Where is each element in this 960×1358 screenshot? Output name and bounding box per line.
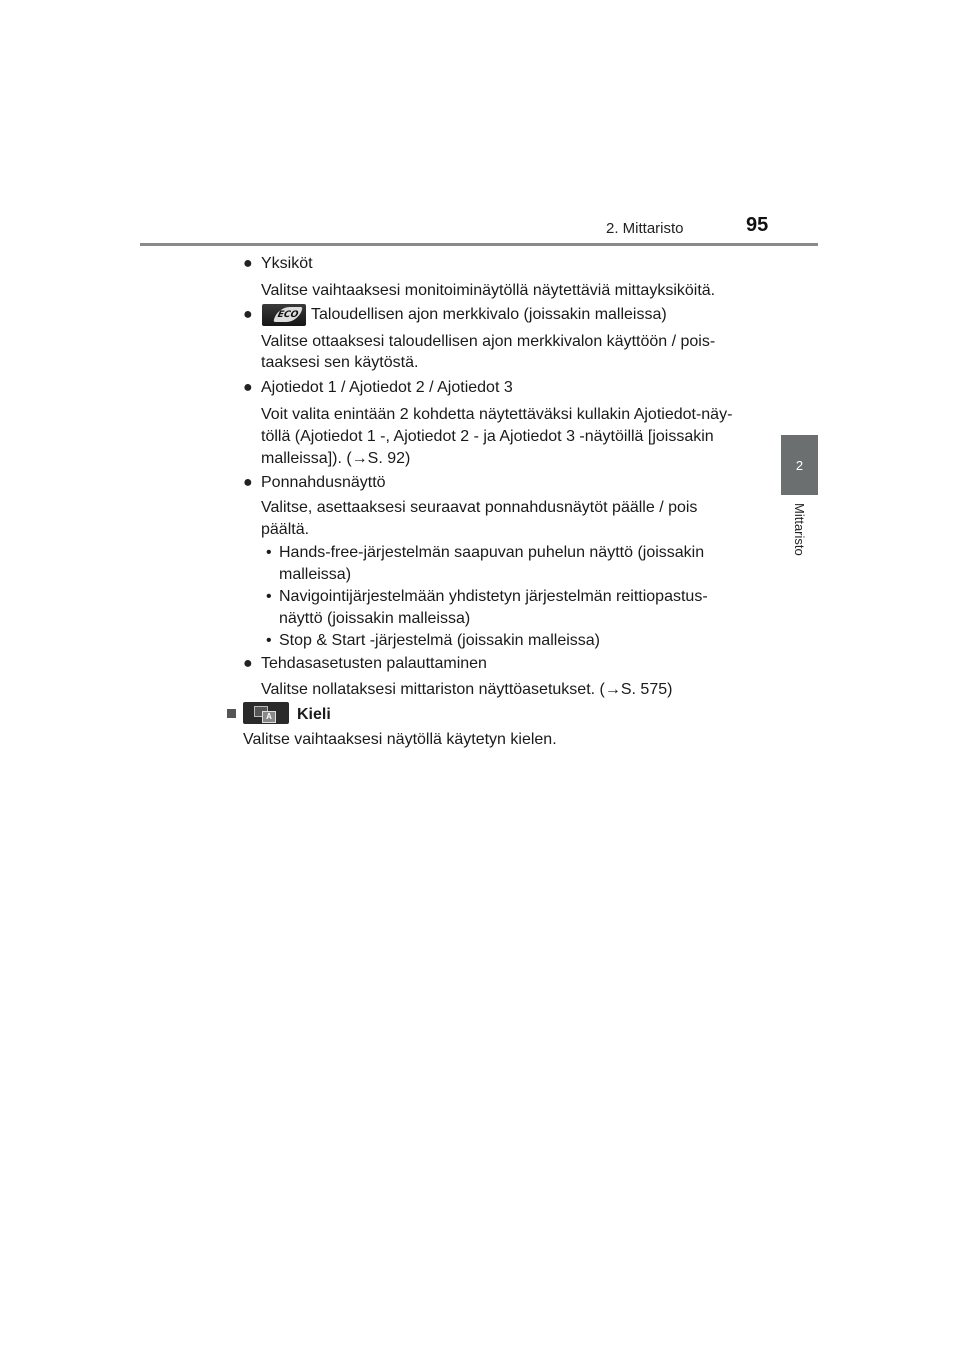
language-icon <box>243 702 289 724</box>
sub-bullet: • <box>266 632 272 649</box>
language-icon-front: A <box>262 711 276 723</box>
popup-sub2-line2: näyttö (joissakin malleissa) <box>279 610 471 627</box>
chapter-label <box>781 503 818 573</box>
item-desc-units: Valitse vaihtaaksesi monitoiminäytöllä näytettäviä mittayksiköitä. <box>261 282 716 299</box>
sub-bullet: • <box>266 544 272 561</box>
item-desc-trip-line2: töllä (Ajotiedot 1 -, Ajotiedot 2 - ja Ajotiedot 3 -näytöillä [joissakin <box>261 428 714 445</box>
page-number: 95 <box>746 214 769 236</box>
eco-indicator-icon <box>262 304 306 326</box>
bullet-icon: ● <box>243 255 253 272</box>
item-title-reset: Tehdasasetusten palauttaminen <box>261 655 487 672</box>
item-title-eco: Taloudellisen ajon merkkivalo (joissakin malleissa) <box>311 306 667 323</box>
section-title: 2. Mittaristo <box>606 220 684 237</box>
item-desc-eco-line2: taaksesi sen käytöstä. <box>261 354 419 371</box>
header-divider <box>140 243 818 246</box>
eco-leaf-icon: ECO <box>273 307 302 322</box>
item-desc-trip-line1: Voit valita enintään 2 kohdetta näytettäväksi kullakin Ajotiedot-näy- <box>261 406 733 423</box>
popup-sub1-line2: malleissa) <box>279 566 352 583</box>
item-title-popup: Ponnahdusnäyttö <box>261 474 386 491</box>
item-title-trip: Ajotiedot 1 / Ajotiedot 2 / Ajotiedot 3 <box>261 379 513 396</box>
item-desc-popup-line2: päältä. <box>261 521 310 538</box>
item-desc-eco-line1: Valitse ottaaksesi taloudellisen ajon merkkivalon käyttöön / pois- <box>261 333 716 350</box>
item-desc-trip-line3: malleissa]). (→S. 92) <box>261 450 411 467</box>
item-desc-popup-line1: Valitse, asettaaksesi seuraavat ponnahdusnäytöt päälle / pois <box>261 499 698 516</box>
section-title-language: Kieli <box>297 706 331 723</box>
section-desc-language: Valitse vaihtaaksesi näytöllä käytetyn kielen. <box>243 731 557 748</box>
bullet-icon: ● <box>243 379 253 396</box>
chapter-tab <box>781 435 818 495</box>
bullet-icon: ● <box>243 306 253 323</box>
popup-sub2-line1: Navigointijärjestelmään yhdistetyn järjestelmän reittiopastus- <box>279 588 708 605</box>
popup-sub1-line1: Hands-free-järjestelmän saapuvan puhelun näyttö (joissakin <box>279 544 705 561</box>
popup-sub3: Stop & Start -järjestelmä (joissakin malleissa) <box>279 632 600 649</box>
bullet-icon: ● <box>243 655 253 672</box>
section-square-icon <box>227 709 236 718</box>
chapter-label-text: Mittaristo <box>792 503 807 556</box>
item-desc-reset: Valitse nollataksesi mittariston näyttöasetukset. (→S. 575) <box>261 681 673 698</box>
sub-bullet: • <box>266 588 272 605</box>
item-title-units: Yksiköt <box>261 255 313 272</box>
bullet-icon: ● <box>243 474 253 491</box>
chapter-number: 2 <box>795 457 804 473</box>
